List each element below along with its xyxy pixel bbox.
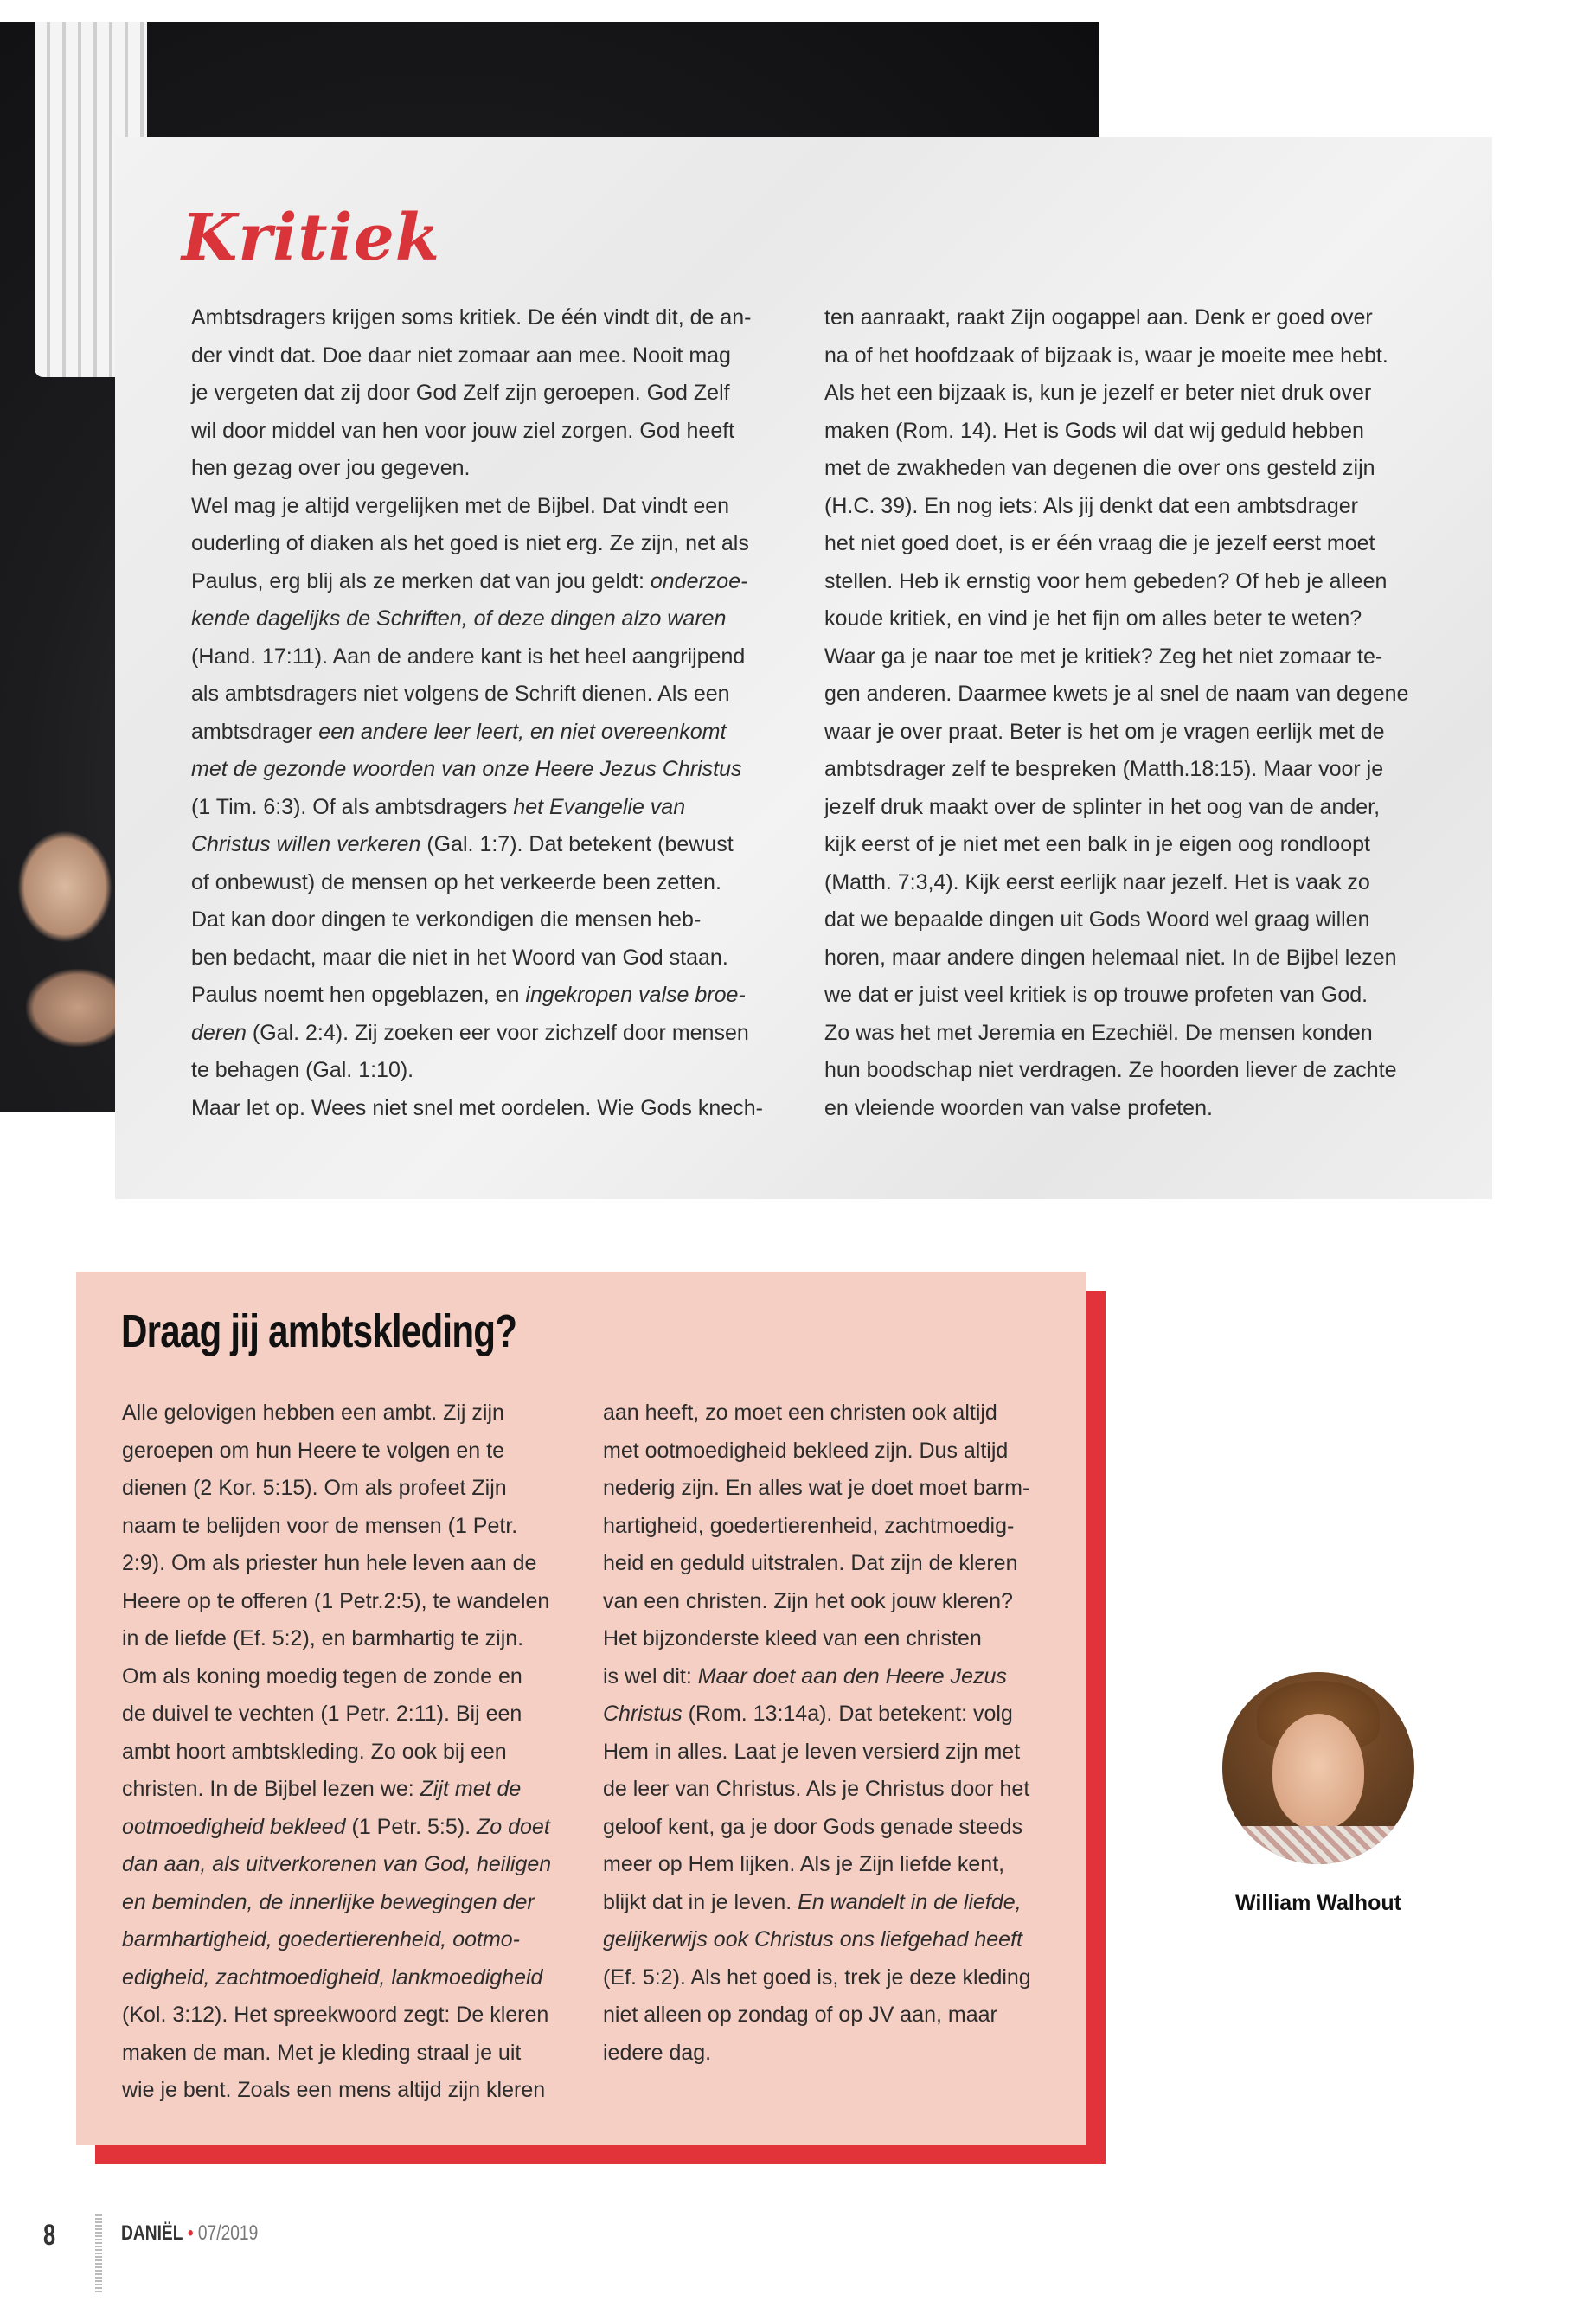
text-run: ambtsdrager zelf te bespreken (Matth.18:15). Maar voor je xyxy=(824,757,1384,781)
italic-quote: dan aan, als uitverkorenen van God, heiligen xyxy=(122,1852,552,1876)
text-line xyxy=(824,488,1430,526)
draag-left-column xyxy=(122,1394,551,2110)
text-run: en vleiende woorden van valse profeten. xyxy=(824,1095,1213,1120)
text-run: niet alleen op zondag of op JV aan, maar xyxy=(603,2003,997,2027)
text-line xyxy=(824,450,1430,488)
text-line xyxy=(824,789,1430,827)
text-line xyxy=(603,1508,1031,1546)
italic-quote: met de gezonde woorden van onze Heere Jezus Christus xyxy=(191,757,742,781)
text-run: ouderling of diaken als het goed is niet erg. Ze zijn, net als xyxy=(191,531,749,555)
text-run: geloof kent, ga je door Gods genade steeds xyxy=(603,1814,1023,1839)
text-line xyxy=(191,939,797,977)
text-run: iedere dag. xyxy=(603,2040,712,2065)
text-line xyxy=(603,1470,1031,1508)
text-run: Paulus noemt hen opgeblazen, en xyxy=(191,983,526,1007)
text-run: (Gal. 2:4). Zij zoeken eer voor zichzelf door mensen xyxy=(246,1020,749,1045)
text-line xyxy=(122,1959,551,1997)
text-line xyxy=(824,977,1430,1015)
text-line xyxy=(122,1846,551,1884)
text-run: ten aanraakt, raakt Zijn oogappel aan. Denk er goed over xyxy=(824,305,1373,330)
text-run: (H.C. 39). En nog iets: Als jij denkt dat een ambtsdrager xyxy=(824,493,1358,518)
text-line xyxy=(824,299,1430,337)
italic-quote: Christus xyxy=(603,1702,683,1726)
text-run: ben bedacht, maar die niet in het Woord van God staan. xyxy=(191,945,728,970)
italic-quote: en beminden, de innerlijke bewegingen der xyxy=(122,1889,535,1914)
text-run: meer op Hem lijken. Als je Zijn liefde kent, xyxy=(603,1852,1005,1876)
text-line xyxy=(122,1997,551,2035)
italic-quote: Maar doet aan den Heere Jezus xyxy=(697,1663,1007,1689)
text-line xyxy=(824,563,1430,601)
italic-quote: Zo doet xyxy=(477,1814,550,1839)
italic-quote: een andere leer leert, en niet overeenkomt xyxy=(318,719,727,744)
text-line xyxy=(603,1771,1031,1809)
text-run: Paulus, erg blij als ze merken dat van jou geldt: xyxy=(191,568,651,593)
text-run: of onbewust) de mensen op het verkeerde been zetten. xyxy=(191,869,721,894)
text-run: we dat er juist veel kritiek is op trouwe profeten van God. xyxy=(824,983,1368,1007)
italic-quote: deren xyxy=(191,1020,247,1045)
text-line xyxy=(122,2072,551,2110)
text-line xyxy=(122,1734,551,1772)
draag-title: Draag jij ambtskleding? xyxy=(121,1305,517,1357)
text-line xyxy=(603,1959,1031,1997)
text-run: Wel mag je altijd vergelijken met de Bijbel. Dat vindt een xyxy=(191,493,730,518)
text-run: naam te belijden voor de mensen (1 Petr. xyxy=(122,1513,518,1538)
text-line xyxy=(824,337,1430,375)
italic-quote: barmhartigheid, goedertierenheid, ootmo- xyxy=(122,1927,520,1952)
text-run: (Ef. 5:2). Als het goed is, trek je deze kleding xyxy=(603,1965,1031,1990)
text-run: hartigheid, goedertierenheid, zachtmoedig- xyxy=(603,1513,1015,1538)
italic-quote: kende dagelijks de Schriften, of deze dingen alzo waren xyxy=(191,606,727,631)
text-run: maken (Rom. 14). Het is Gods wil dat wij geduld hebben xyxy=(824,418,1364,443)
text-run: Als het een bijzaak is, kun je jezelf er beter niet druk over xyxy=(824,381,1372,405)
text-run: aan heeft, zo moet een christen ook altijd xyxy=(603,1400,997,1425)
text-line xyxy=(191,714,797,752)
text-line xyxy=(603,1658,1031,1696)
italic-quote: gelijkerwijs ook Christus ons liefgehad heeft xyxy=(603,1927,1022,1952)
kritiek-left-column xyxy=(191,299,797,1127)
text-line xyxy=(122,1583,551,1621)
page-number: 8 xyxy=(43,2219,56,2252)
text-run: nederig zijn. En alles wat je doet moet barm- xyxy=(603,1476,1030,1500)
text-run: kijk eerst of je niet met een balk in je eigen oog rondloopt xyxy=(824,832,1370,856)
text-line xyxy=(122,1470,551,1508)
text-line xyxy=(191,450,797,488)
text-line xyxy=(191,1015,797,1053)
text-line xyxy=(824,413,1430,451)
text-line xyxy=(191,299,797,337)
magazine-name: DANIËL xyxy=(121,2221,183,2245)
photo-hand xyxy=(17,830,112,943)
text-line xyxy=(122,2035,551,2073)
text-run: Heere op te offeren (1 Petr.2:5), te wandelen xyxy=(122,1588,550,1613)
text-run: stellen. Heb ik ernstig voor hem gebeden? Of heb je alleen xyxy=(824,568,1388,593)
text-line xyxy=(824,375,1430,413)
text-line xyxy=(824,676,1430,714)
text-line xyxy=(824,714,1430,752)
text-run: (Rom. 13:14a). Dat betekent: volg xyxy=(682,1702,1013,1726)
text-line xyxy=(191,901,797,939)
text-line xyxy=(122,1394,551,1433)
text-run: Zo was het met Jeremia en Ezechiël. De mensen konden xyxy=(824,1020,1373,1045)
text-line xyxy=(603,1997,1031,2035)
text-line xyxy=(824,939,1430,977)
text-run: dat we bepaalde dingen uit Gods Woord wel graag willen xyxy=(824,907,1370,932)
text-run: het niet goed doet, is er één vraag die je jezelf eerst moet xyxy=(824,531,1375,555)
footer-magazine xyxy=(121,2221,258,2246)
text-line xyxy=(191,826,797,864)
text-line xyxy=(191,525,797,563)
text-run: der vindt dat. Doe daar niet zomaar aan mee. Nooit mag xyxy=(191,343,731,368)
text-line xyxy=(122,1545,551,1583)
text-run: (Kol. 3:12). Het spreekwoord zegt: De kleren xyxy=(122,2003,549,2027)
italic-quote: het Evangelie van xyxy=(513,794,686,819)
italic-quote: Christus willen verkeren xyxy=(191,832,421,856)
text-line xyxy=(824,638,1430,676)
text-line xyxy=(603,1809,1031,1847)
avatar-shirt xyxy=(1240,1826,1397,1864)
text-run: Dat kan door dingen te verkondigen die mensen heb- xyxy=(191,907,702,932)
text-line xyxy=(824,1015,1430,1053)
text-run: (1 Tim. 6:3). Of als ambtsdragers xyxy=(191,794,514,819)
text-run: met ootmoedigheid bekleed zijn. Dus altijd xyxy=(603,1438,1009,1463)
text-line xyxy=(191,375,797,413)
text-run: Hem in alles. Laat je leven versierd zijn met xyxy=(603,1739,1021,1764)
author-name: William Walhout xyxy=(1235,1891,1401,1915)
text-line xyxy=(122,1884,551,1922)
author-avatar xyxy=(1222,1672,1414,1864)
text-run: wil door middel van hen voor jouw ziel zorgen. God heeft xyxy=(191,418,735,443)
text-run: van een christen. Zijn het ook jouw kleren? xyxy=(603,1588,1013,1613)
text-line xyxy=(824,864,1430,902)
text-line xyxy=(824,525,1430,563)
text-line xyxy=(824,1090,1430,1128)
text-run: Het bijzonderste kleed van een christen xyxy=(603,1626,982,1650)
text-run: met de zwakheden van degenen die over ons gesteld zijn xyxy=(824,456,1375,480)
text-line xyxy=(122,1620,551,1658)
text-line xyxy=(824,901,1430,939)
text-run: gen anderen. Daarmee kwets je al snel de naam van degene xyxy=(824,682,1409,706)
italic-quote: ingekropen valse broe- xyxy=(525,983,746,1007)
text-run: je vergeten dat zij door God Zelf zijn geroepen. God Zelf xyxy=(191,381,730,405)
text-line xyxy=(824,826,1430,864)
text-run: (Hand. 17:11). Aan de andere kant is het heel aangrijpend xyxy=(191,644,746,669)
text-run: ambtsdrager xyxy=(191,719,319,744)
italic-quote: ootmoedigheid bekleed xyxy=(122,1814,346,1839)
text-line xyxy=(122,1658,551,1696)
text-line xyxy=(191,864,797,902)
text-line xyxy=(122,1921,551,1959)
text-line xyxy=(603,1734,1031,1772)
text-line xyxy=(191,1052,797,1090)
italic-quote: edigheid, zachtmoedigheid, lankmoedigheid xyxy=(122,1965,543,1990)
text-line xyxy=(603,1884,1031,1922)
text-line xyxy=(603,1394,1031,1433)
text-run: maken de man. Met je kleding straal je uit xyxy=(122,2040,522,2065)
text-run: als ambtsdragers niet volgens de Schrift dienen. Als een xyxy=(191,682,730,706)
text-line xyxy=(603,1545,1031,1583)
text-line xyxy=(603,1846,1031,1884)
photo-hand xyxy=(26,969,130,1047)
text-run: koude kritiek, en vind je het fijn om alles beter te weten? xyxy=(824,606,1362,631)
text-line xyxy=(603,1583,1031,1621)
text-line xyxy=(191,1090,797,1128)
text-line xyxy=(122,1809,551,1847)
text-line xyxy=(122,1771,551,1809)
text-line xyxy=(191,488,797,526)
text-run: blijkt dat in je leven. xyxy=(603,1889,798,1914)
issue-date: 07/2019 xyxy=(197,2221,259,2245)
text-run: (Gal. 1:7). Dat betekent (bewust xyxy=(420,832,734,856)
text-line xyxy=(191,563,797,601)
text-run: hen gezag over jou gegeven. xyxy=(191,456,471,480)
text-run: hun boodschap niet verdragen. Ze hoorden liever de zachte xyxy=(824,1058,1397,1082)
text-line xyxy=(191,789,797,827)
text-line xyxy=(191,337,797,375)
text-run: christen. In de Bijbel lezen we: xyxy=(122,1777,420,1801)
text-run: Ambtsdragers krijgen soms kritiek. De één vindt dit, de an- xyxy=(191,305,752,330)
text-line xyxy=(824,751,1430,789)
italic-quote: Zijt met de xyxy=(420,1777,522,1801)
text-run: waar je over praat. Beter is het om je vragen eerlijk met de xyxy=(824,719,1385,744)
text-run: Waar ga je naar toe met je kritiek? Zeg het niet zomaar te- xyxy=(824,644,1383,669)
draag-right-column xyxy=(603,1394,1031,2072)
text-run: is wel dit: xyxy=(603,1663,698,1689)
text-line xyxy=(191,413,797,451)
text-run: de duivel te vechten (1 Petr. 2:11). Bij een xyxy=(122,1702,522,1726)
text-run: Alle gelovigen hebben een ambt. Zij zijn xyxy=(122,1400,504,1425)
text-line xyxy=(191,751,797,789)
text-run: heid en geduld uitstralen. Dat zijn de kleren xyxy=(603,1551,1018,1575)
italic-quote: onderzoe- xyxy=(650,568,748,593)
text-line xyxy=(191,638,797,676)
text-line xyxy=(122,1508,551,1546)
text-run: ambt hoort ambtskleding. Zo ook bij een xyxy=(122,1739,507,1764)
text-run: na of het hoofdzaak of bijzaak is, waar je moeite mee hebt. xyxy=(824,343,1388,368)
text-run: geroepen om hun Heere te volgen en te xyxy=(122,1438,504,1463)
text-run: Maar let op. Wees niet snel met oordelen. Wie Gods knech- xyxy=(191,1095,763,1120)
text-line xyxy=(824,600,1430,638)
text-line xyxy=(603,2035,1031,2073)
kritiek-right-column xyxy=(824,299,1430,1127)
footer-divider xyxy=(95,2214,102,2292)
text-line xyxy=(824,1052,1430,1090)
text-run: de leer van Christus. Als je Christus door het xyxy=(603,1777,1030,1801)
text-line xyxy=(603,1921,1031,1959)
text-line xyxy=(191,676,797,714)
text-run: te behagen (Gal. 1:10). xyxy=(191,1058,414,1082)
text-line xyxy=(122,1695,551,1734)
text-run: 2:9). Om als priester hun hele leven aan de xyxy=(122,1551,537,1575)
text-run: horen, maar andere dingen helemaal niet. In de Bijbel lezen xyxy=(824,945,1397,970)
text-line xyxy=(191,600,797,638)
text-run: wie je bent. Zoals een mens altijd zijn kleren xyxy=(122,2078,546,2102)
text-run: jezelf druk maakt over de splinter in het oog van de ander, xyxy=(824,794,1381,819)
text-run: dienen (2 Kor. 5:15). Om als profeet Zijn xyxy=(122,1476,507,1500)
text-run: (1 Petr. 5:5). xyxy=(345,1814,477,1839)
text-run: Om als koning moedig tegen de zonde en xyxy=(122,1663,522,1689)
text-line xyxy=(191,977,797,1015)
text-line xyxy=(122,1433,551,1471)
text-line xyxy=(603,1695,1031,1734)
text-line xyxy=(603,1620,1031,1658)
avatar-face xyxy=(1272,1714,1364,1830)
text-run: in de liefde (Ef. 5:2), en barmhartig te zijn. xyxy=(122,1626,524,1650)
text-run: (Matth. 7:3,4). Kijk eerst eerlijk naar jezelf. Het is vaak zo xyxy=(824,869,1370,894)
footer-separator: • xyxy=(187,2221,194,2245)
text-line xyxy=(603,1433,1031,1471)
kritiek-title: Kritiek xyxy=(182,201,441,275)
italic-quote: En wandelt in de liefde, xyxy=(798,1889,1022,1914)
